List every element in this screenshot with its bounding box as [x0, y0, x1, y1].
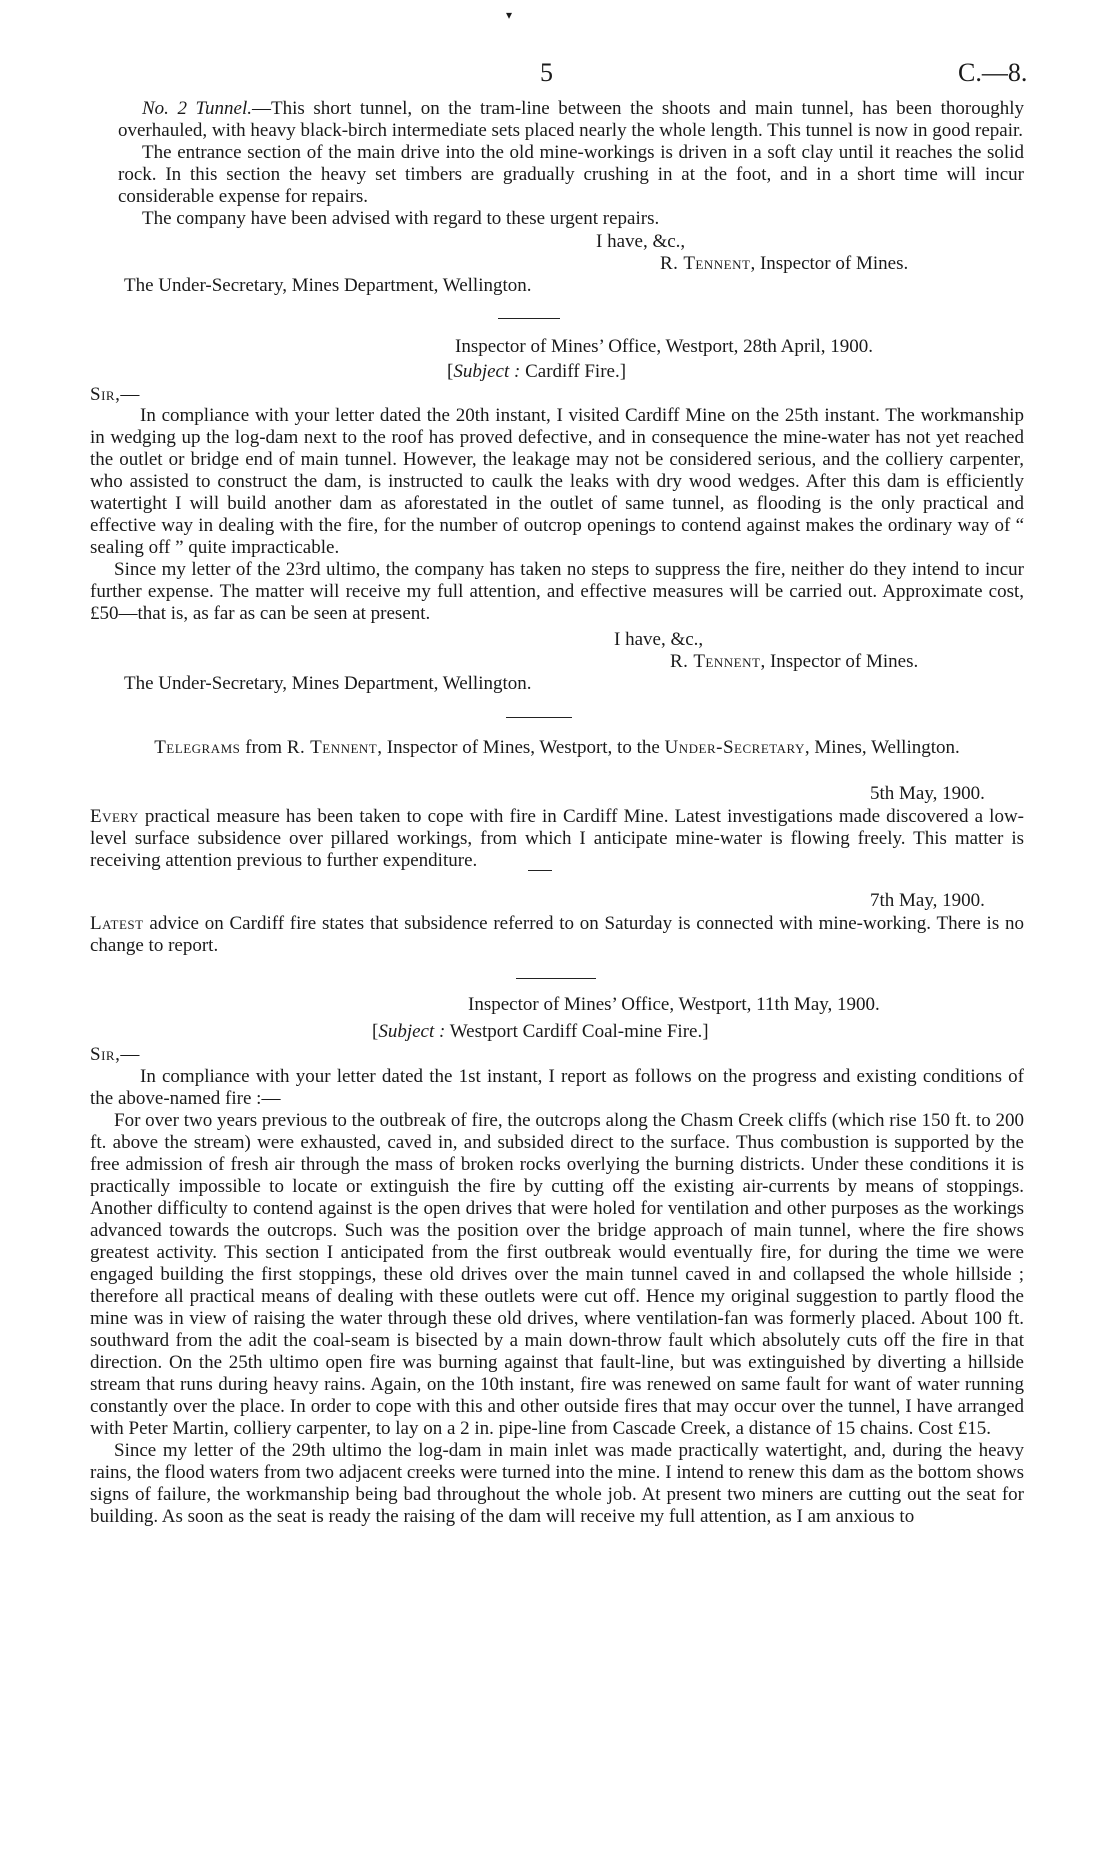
heading-text: Telegrams [154, 737, 241, 758]
salutation-text: Sir,— [90, 384, 140, 405]
subject-text: Cardiff Fire. [525, 361, 620, 382]
signature-name: R. Tennent [670, 651, 761, 672]
paragraph-text: advice on Cardiff fire states that subsidence referred to on Saturday is connected with mine-working. There is no change to report. [90, 913, 1024, 956]
letter-address-date: Inspector of Mines’ Office, Westport, 11th May, 1900. [468, 994, 880, 1015]
signature-title: , Inspector of Mines. [760, 651, 919, 672]
telegram-body [90, 913, 1024, 957]
paragraph-text: Since my letter of the 23rd ultimo, the company has taken no steps to suppress the fire, neither do they intend to incur further expense. The matter will receive my full attention, and effective measures will be carried out. Approximate cost, £50—that is, as far as can be seen at present. [90, 559, 1024, 624]
paragraph-text: For over two years previous to the outbreak of fire, the outcrops along the Chasm Creek cliffs (which rise 150 ft. to 200 ft. above the stream) were exhausted, caved in, and subsided direct to the surface. Thus combustion is supported by the free admission of fresh air through the mass of broken rocks overlying the burning districts. Under these conditions it is practically impossible to locate or extinguish the fire by cutting off the existing air-currents by means of stoppings. Another difficulty to contend against is the open drives that were holed for ventilation and other purposes as the workings advanced towards the outcrops. Such was the position over the bridge approach of main tunnel, where the fire shows greatest activity. This section I anticipated from the first outbreak would eventually fire, for during the time we were engaged building the first stoppings, these old drives over the main tunnel caved in and collapsed the whole hillside ; therefore all practical means of dealing with these outlets were cut off. Hence my original suggestion to partly flood the mine was in view of raising the water through these old drives, where ventilation-fan was formerly placed. About 100 ft. southward from the adit the coal-seam is bisected by a main down-throw fault which absolutely cuts off the fire in that direction. On the 25th ultimo open fire was burning against that fault-line, but was extinguished by diverting a hillside stream that runs during heavy rains. Again, on the 10th instant, fire was renewed on same fault for want of water running constantly over the place. In order to cope with this and other outside fires that may occur over the tunnel, I have arranged with Peter Martin, colliery carpenter, to lay on a 2 in. pipe-line from Cascade Creek, a distance of 15 chains. Cost £15. [90, 1110, 1024, 1439]
paragraph-text: The entrance section of the main drive into the old mine-workings is driven in a soft clay until it reaches the solid rock. In this section the heavy set timbers are gradually crushing in at the foot, and in a short time will incur considerable expense for repairs. [118, 142, 1024, 207]
paragraph-text: practical measure has been taken to cope with fire in Cardiff Mine. Latest investigations made discovered a low-level surface subsidence over pillared workings, from which I anticipate mine-water is flowing freely. This matter is receiving attention previous to further expenditure. [90, 806, 1024, 871]
heading-text: , Inspector of Mines, Westport, to the [377, 737, 665, 758]
document-reference: C.—8. [958, 58, 1028, 87]
closing-formula: I have, &c., [596, 231, 686, 252]
addressee: The Under-Secretary, Mines Department, Wellington. [124, 673, 532, 694]
salutation [90, 384, 140, 406]
lead-word: Latest [90, 913, 144, 934]
subject-label: Subject : [453, 361, 521, 382]
letter-body [90, 1066, 1024, 1528]
telegram-date: 7th May, 1900. [870, 890, 985, 911]
heading-text: , Mines, Wellington. [804, 737, 960, 758]
heading-text: R. Tennent [286, 737, 378, 758]
divider [498, 318, 560, 319]
letter-address-date: Inspector of Mines’ Office, Westport, 28th April, 1900. [455, 336, 873, 357]
telegram-date: 5th May, 1900. [870, 783, 985, 804]
divider [528, 870, 552, 871]
lead-word: Every [90, 806, 139, 827]
section-no2-tunnel [118, 98, 1024, 230]
paragraph-text: In compliance with your letter dated the 20th instant, I visited Cardiff Mine on the 25th instant. The workmanship in wedging up the log-dam next to the roof has proved defective, and in consequence the mine-water has not yet reached the outlet or bridge end of main tunnel. However, the leakage may not be considered serious, and the colliery carpenter, who assisted to construct the dam, is instructed to caulk the leaks with dry wood wedges. After this dam is efficiently watertight I will build another dam as aforestated in the outlet of same tunnel, as flooding is the only practical and effective way in dealing with the fire, for the number of outcrop openings to contend against makes the ordinary way of “ sealing off ” quite impracticable. [90, 405, 1024, 558]
divider [506, 717, 572, 718]
salutation [90, 1044, 140, 1066]
divider [516, 978, 596, 979]
heading-text: Under-Secretary [664, 737, 805, 758]
letter-subject: [Subject : Westport Cardiff Coal-mine Fire.] [372, 1021, 709, 1042]
paragraph-text: Since my letter of the 29th ultimo the log-dam in main inlet was made practically watertight, and, during the heavy rains, the flood waters from two adjacent creeks were turned into the mine. I intend to renew this dam as the bottom shows signs of failure, the workmanship being bad throughout the whole job. At present two miners are cutting out the seat for building. As soon as the seat is ready the raising of the dam will receive my full attention, as I am anxious to [90, 1440, 1024, 1527]
paragraph-text: —This short tunnel, on the tram-line between the shoots and main tunnel, has been thoroughly overhauled, with heavy black-birch intermediate sets placed nearly the whole length. This tunnel is now in good repair. [118, 98, 1024, 141]
paragraph-text: The company have been advised with regard to these urgent repairs. [142, 208, 660, 229]
signature-name: R. Tennent [660, 253, 751, 274]
subject-text: Westport Cardiff Coal-mine Fire. [449, 1021, 703, 1042]
page-number: 5 [540, 58, 553, 87]
signature-title: , Inspector of Mines. [750, 253, 909, 274]
section-heading: No. 2 Tunnel. [142, 98, 253, 119]
printer-mark: ▾ [506, 8, 513, 22]
letter-subject: [Subject : Cardiff Fire.] [447, 361, 627, 382]
signature [670, 651, 918, 673]
salutation-text: Sir,— [90, 1044, 140, 1065]
telegram-body [90, 806, 1024, 872]
closing-formula: I have, &c., [614, 629, 704, 650]
telegrams-heading [90, 737, 1024, 759]
subject-label: Subject : [378, 1021, 446, 1042]
signature [660, 253, 908, 275]
addressee: The Under-Secretary, Mines Department, Wellington. [124, 275, 532, 296]
paragraph-text: In compliance with your letter dated the 1st instant, I report as follows on the progress and existing conditions of the above-named fire :— [90, 1066, 1024, 1109]
letter-body [90, 405, 1024, 625]
heading-text: from [240, 737, 287, 758]
